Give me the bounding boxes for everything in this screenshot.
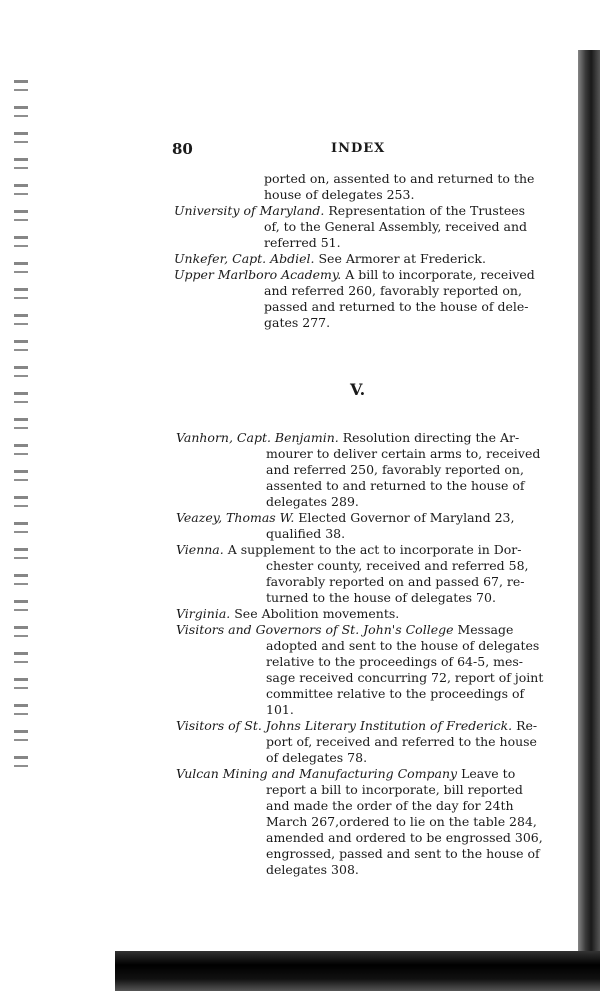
index-line: delegates 289. xyxy=(266,494,359,509)
index-entry: Vienna. A supplement to the act to incorporate in Dor- xyxy=(176,542,522,557)
index-line: ported on, assented to and returned to the xyxy=(264,171,535,186)
entry-heading: Visitors and Governors of St. John's College xyxy=(176,622,454,637)
index-line: favorably reported on and passed 67, re- xyxy=(266,574,525,589)
index-line: and referred 250, favorably reported on, xyxy=(266,462,524,477)
page-header: INDEX xyxy=(331,141,386,156)
index-line: report a bill to incorporate, bill reported xyxy=(266,782,523,797)
index-entry: Unkefer, Capt. Abdiel. See Armorer at Frederick. xyxy=(174,251,486,266)
entry-heading: Virginia. xyxy=(176,606,231,621)
index-line: of, to the General Assembly, received and xyxy=(264,219,528,234)
index-line: mourer to deliver certain arms to, received xyxy=(266,446,541,461)
index-line: assented to and returned to the house of xyxy=(266,478,525,493)
index-line: chester county, received and referred 58, xyxy=(266,558,529,573)
index-line: engrossed, passed and sent to the house of xyxy=(266,846,540,861)
index-line: port of, received and referred to the house xyxy=(266,734,537,749)
index-line: qualified 38. xyxy=(266,526,346,541)
index-entry: Veazey, Thomas W. Elected Governor of Maryland 23, xyxy=(176,510,515,525)
index-line: relative to the proceedings of 64-5, mes- xyxy=(266,654,524,669)
index-entry: Upper Marlboro Academy. A bill to incorporate, received xyxy=(174,267,535,282)
index-entry: Vanhorn, Capt. Benjamin. Resolution directing the Ar- xyxy=(176,430,520,445)
index-line: 101. xyxy=(266,702,294,717)
index-entry: Visitors of St. Johns Literary Institution of Frederick. Re- xyxy=(176,718,538,733)
index-line: turned to the house of delegates 70. xyxy=(266,590,496,605)
entry-heading: University of Maryland. xyxy=(174,203,325,218)
index-line: gates 277. xyxy=(264,315,331,330)
index-line: referred 51. xyxy=(264,235,341,250)
index-line: house of delegates 253. xyxy=(264,187,415,202)
index-entry: University of Maryland. Representation of the Trustees xyxy=(174,203,526,218)
index-line: of delegates 78. xyxy=(266,750,368,765)
page-number: 80 xyxy=(172,140,193,158)
index-entry: Vulcan Mining and Manufacturing Company Leave to xyxy=(176,766,516,781)
section-letter: V. xyxy=(350,380,366,399)
index-line: adopted and sent to the house of delegates xyxy=(266,638,540,653)
index-line: and made the order of the day for 24th xyxy=(266,798,514,813)
entry-heading: Vanhorn, Capt. Benjamin. xyxy=(176,430,339,445)
entry-heading: Unkefer, Capt. Abdiel. xyxy=(174,251,315,266)
entry-heading: Vienna. xyxy=(176,542,224,557)
index-line: March 267,ordered to lie on the table 284, xyxy=(266,814,537,829)
index-line: passed and returned to the house of dele- xyxy=(264,299,529,314)
entry-heading: Upper Marlboro Academy. xyxy=(174,267,342,282)
index-line: committee relative to the proceedings of xyxy=(266,686,525,701)
index-line: amended and ordered to be engrossed 306, xyxy=(266,830,543,845)
index-line: and referred 260, favorably reported on, xyxy=(264,283,522,298)
entry-heading: Vulcan Mining and Manufacturing Company xyxy=(176,766,458,781)
entry-heading: Visitors of St. Johns Literary Institution of Frederick. xyxy=(176,718,513,733)
index-line: delegates 308. xyxy=(266,862,359,877)
entry-heading: Veazey, Thomas W. xyxy=(176,510,295,525)
index-line: sage received concurring 72, report of joint xyxy=(266,670,544,685)
index-entry: Visitors and Governors of St. John's College Message xyxy=(176,622,514,637)
index-entry: Virginia. See Abolition movements. xyxy=(176,606,400,621)
